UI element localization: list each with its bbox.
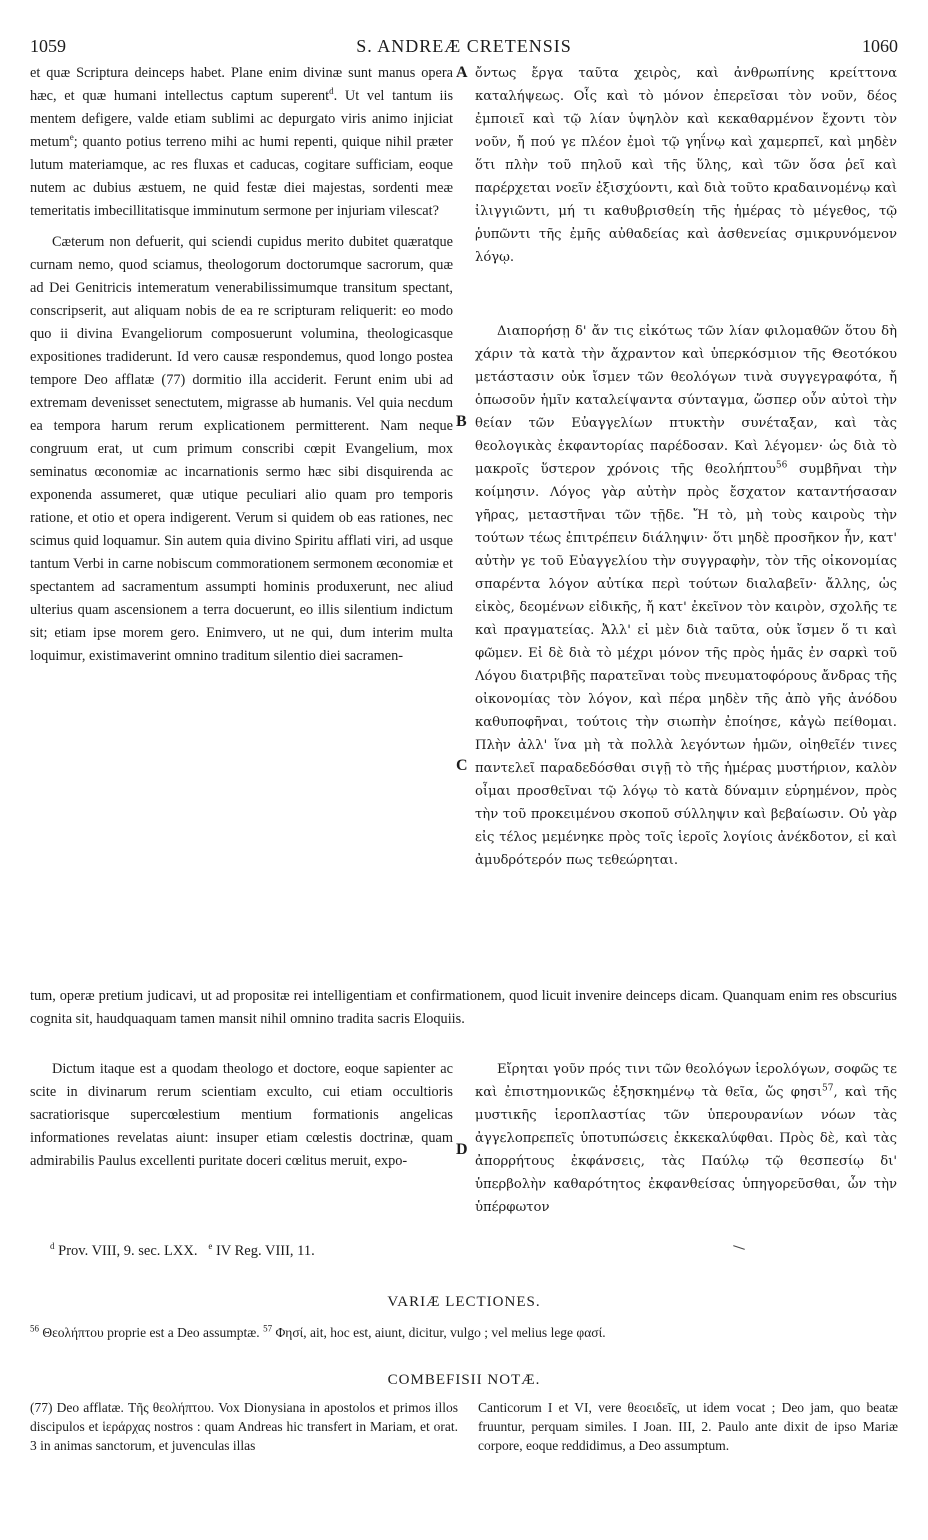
variant-ref-57: 57 <box>822 1083 834 1094</box>
variant-ref-56: 56 <box>775 460 788 471</box>
variae-lectiones-body <box>30 1322 897 1343</box>
greek-column-lower <box>475 1058 897 1228</box>
section-marker-b: B <box>456 413 467 430</box>
footnote-mark-e: e <box>208 1241 213 1252</box>
combefisii-notae-heading: COMBEFISII NOTÆ. <box>387 1372 541 1388</box>
variant-number-57: 57 <box>263 1323 273 1334</box>
latin-paragraph-1: et quæ Scriptura deinceps habet. Plane enim divinæ sunt manus opera hæc, et quæ humani intellectus captum superent$^d$. Ut vel tantum iis mentem defigere, valde etiam sublimi ac depurgato viris animo injiciat metum$^e$; quanto potius terreno mihi ac humi repenti, quique nihil præter lutum materiamque, ac res fluxas et caducas, cogitare sufficiam, eoque nutem ac dubius æstuem, ne quid festæ diei majestas, sordenti meæ temeritatis imbecillitatisque imminutum sermone per injuriam vilescat? <box>30 65 454 219</box>
section-marker-d: D <box>456 1141 468 1158</box>
greek-paragraph-3: Εἴρηται γοῦν πρός τινι τῶν θεολόγων ἱερολόγων, σοφῶς τε καὶ ἐπιστημονικῶς ἐξησκημένῳ τὰ θεῖα, ὥς φησι$^{57}$, καὶ τῆς μυστικῆς ἱεροπλαστίας τῶν ὑπερουρανίων νόων τὰς ἀγγελοπρεπεῖς ὑποτυπώσεις ἐκκεκαλύφθαι. Πρὸς δὲ, καὶ τὰς ἀπορρήτους ἐκφάνσεις, τὰς Παύλῳ τῷ θεσπεσίῳ δι' ὑπερβολὴν καθαρότητος ἐκφανθείσας ὑπηγορεῦσθαι, ὧν τὴν ὑπέρφωτον <box>475 1062 897 1215</box>
footnotes <box>50 1243 315 1260</box>
footnote-d: Prov. VIII, 9. sec. LXX. <box>58 1243 198 1259</box>
note-77-part-1: (77) Deo afflatæ. Τῆς θεολήπτου. Vox Dionysiana in apostolos et primos illos discipulos et ἱεράρχας nostros : quam Andreas hic transfert in Mariam, et orat. 3 in animas sanctorum, et juvenculas illas <box>30 1400 458 1453</box>
section-marker-c: C <box>456 757 468 774</box>
variant-56: Θεολήπτου proprie est a Deo assumptæ. <box>42 1325 260 1340</box>
section-marker-a: A <box>456 64 468 81</box>
footnote-e: IV Reg. VIII, 11. <box>215 1243 315 1259</box>
latin-full-paragraph: tum, operæ pretium judicavi, ut ad propositæ rei intelligentiam et confirmationem, quod licuit invenire deinceps dicam. Quanquam enim res obscurius cognita sit, haudquaquam tamen mansit nihil omnino tradita sacris Eloquiis. <box>30 988 897 1027</box>
page-number-right: 1060 <box>862 36 898 56</box>
running-head <box>30 36 898 58</box>
page-number-left: 1059 <box>30 36 66 56</box>
running-title: S. ANDREÆ CRETENSIS <box>356 36 572 56</box>
greek-column-top <box>475 62 897 322</box>
footnote-mark-d: d <box>50 1241 55 1252</box>
variae-lectiones-heading: VARIÆ LECTIONES. <box>387 1294 541 1310</box>
greek-paragraph-2: Διαπορήσῃ δ' ἄν τις εἰκότως τῶν λίαν φιλομαθῶν ὅτου δὴ χάριν τὰ κατὰ τὴν ἄχραντον καὶ ὑπερκόσμιον τῆς Θεοτόκου μετάστασιν οὐκ ἴσμεν τῶν θεολόγων τινὰ συγγεγραφότα, ἤ ὁπωσοῦν ἡμῖν καταλείψαντα σύνταγμα, ὥσπερ οὖν αὐτοὶ τὴν θείαν τῶν Εὐαγγελίων πτυκτὴν συνέταξαν, καὶ τὰς θεολογικὰς ἐκφαντορίας παρέδοσαν. Καὶ λέγομεν· ὡς διὰ τὸ μακροῖς ὕστερον χρόνοις τῆς θεολήπτου$^{56}$ συμβῆναι τὴν κοίμησιν. Λόγος γὰρ αὐτὴν πρὸς ἔσχατον καταντήσασαν γῆρας, μεταστῆναι τῶν τῇδε. Ἤ τὸ, μὴ τοὺς καιροὺς τὴν τούτων τέως ἐπιτρέπειν διάληψιν· ὅτι μηδὲ προσῆκον ἦν, κατ' αὐτὴν γε τοῦ Εὐαγγελίου τὴν συγγραφὴν, τὸν τῆς οἰκονομίας σπαρέντα λόγον αὐτίκα περὶ τούτων διαλαβεῖν· ἄλλης, ὡς εἰκὸς, δεομένων εἰδικῆς, ἤ κατ' ἐκεῖνον τὸν καιρὸν, σχολῆς τε καὶ πραγματείας. Ἀλλ' εἰ μὲν διὰ ταῦτα, οὐκ ἴσμεν ὅ τι καὶ φῶμεν. Εἰ δὲ διὰ τὸ μέχρι μόνον τῆς πρὸς ἡμᾶς ἐν σαρκὶ τοῦ Λόγου διατριβῆς παρατεῖναι τοὺς πνευματοφόρους ἄνδρας τῆς οἰκονομίας τὸν λόγον, καὶ πέρα μηδὲν τῆς ἀπὸ γῆς ἀνόδου καθυποφῆναι, τούτοις τὴν σιωπὴν ἐποίησε, κἀγὼ πείθομαι. Πλὴν ἀλλ' ἵνα μὴ τὰ πολλὰ λεγόντων ἡμῶν, οἰηθεῖέν τινες παντελεῖ παραδεδόσθαι σιγῇ τὸ τῆς ἡμέρας μυστήριον, καλὸν οἶμαι προσθεῖναι τῷ λόγῳ τὸ κατὰ δύναμιν εὑρημένον, πρὸς τὴν τοῦ προκειμένου σκοποῦ σύλληψιν καὶ βεβαίωσιν. Οὐ γὰρ εἰς τέλος μεμένηκε πρὸς τοῖς ἱεροῖς λογίοις ἀνέκδοτον, εἰ καὶ ἀμυδρότερόν πως τεθεώρηται. <box>475 324 897 868</box>
footnote-ref-e: e <box>69 132 74 143</box>
stray-mark <box>733 1245 745 1250</box>
greek-paragraph-1: ὄντως ἔργα ταῦτα χειρὸς, καὶ ἀνθρωπίνης κρείττονα καταλήψεως. Οἷς καὶ τὸ μόνον ἐπερεῖσαι τὸν νοῦν, δέος ἐμποιεῖ καὶ τῷ λίαν ὑψηλὸν καὶ κεκαθαρμένον ἔχοντι τὸν νοῦν, ἤ πού γε πλέον ἐμοὶ τῷ γηΐνῳ καὶ χαμερπεῖ, καὶ μηδὲν ὅτι πλὴν τοῦ πηλοῦ καὶ τῆς ὕλης, καὶ τῶν ὅσα ῥεῖ καὶ παρέρχεται νοεῖν ἐξισχύοντι, καὶ διὰ τοῦτο κραδαινομένῳ καὶ ἰλιγγιῶντι, μή τι καθυβρισθείη τῆς ἡμέρας τὸ μέγεθος, τῷ ῥυπῶντι τῆς ἐμῆς αὐθαδείας καὶ ἀσθενείας σμικρυνόμενον λόγῳ. <box>475 66 897 265</box>
greek-column-middle <box>475 320 897 988</box>
latin-paragraph-2: Cæterum non defuerit, qui sciendi cupidus merito dubitet quæratque curnam nemo, quod sciamus, theologorum doctorumque sacrorum, quæ ad Dei Genitricis intemeratum venerabilissimumque transitum spectant, conscripserit, aut aliquam nobis de ea re scripturam reliquerit: eo modo quo ii divina Evangeliorum composuerunt volumina, theologicasque expositiones tradiderunt. Id vero causæ respondemus, quod longo postea tempore Deo afflatæ (77) dormitio illa acciderit. Ferunt enim ubi ad extremam devenisset senectutem, migrasse ab humanis. Vel quia necdum ea tempora harum rerum explicationem permitterent. Nam neque congruum erat, ut cum primum conscribi cœpit Evangelium, mox seminatus œconomiæ ac incarnationis sermo hæc sibi disquirenda ac exponenda assumeret, quæ utique peculiari alio quam pro temporis ratione, et otio et opera indigerent. Verum si quidem ob eas rationes, nec scimus quid loquamur. Sin autem quia divino Spiritu afflati viri, ad usque tantum Verbi in carne nobiscum commorationem sermonem œconomiæ et spectantem ad sacramentum assumpti hominis produxerunt, nec aliud ulterius quam ascensionem a terra docuerunt, eo illis silentium indictum sit; etiam ipse morem gero. Enimvero, ut ne qui, dum interim multa loquimur, existimaverint omnino traditum silentio diei sacramen- <box>30 234 453 664</box>
latin-paragraph-3: Dictum itaque est a quodam theologo et doctore, eoque sapienter ac scite in divinarum rerum scientiam exculto, cui etiam occultioris sacratiorisque supercœlestium mentium formationis angelicas informationes revelatas aiunt: insuper etiam cœlestis doctrinæ, quam admirabilis Paulus excellenti puritate doceri cœlitus meruit, expo- <box>30 1061 453 1169</box>
latin-column-lower <box>30 1058 453 1228</box>
note-77-part-2: Canticorum I et VI, vere θεοειδεῖς, ut idem vocat ; Deo jam, quo beatæ fruuntur, perquam similes. I Joan. III, 2. Paulo ante dixit de ipso Mariæ corpore, eoque reddidimus, a Deo assumptum. <box>478 1400 898 1453</box>
variant-57: Φησί, ait, hoc est, aiunt, dicitur, vulgo ; vel melius lege φασί. <box>275 1325 606 1340</box>
notes-column-left <box>30 1398 458 1455</box>
variant-number-56: 56 <box>30 1323 39 1334</box>
latin-column <box>30 62 453 1000</box>
notes-column-right <box>478 1398 898 1455</box>
footnote-ref-d: d <box>329 86 334 97</box>
latin-full-width-text <box>30 985 897 1031</box>
